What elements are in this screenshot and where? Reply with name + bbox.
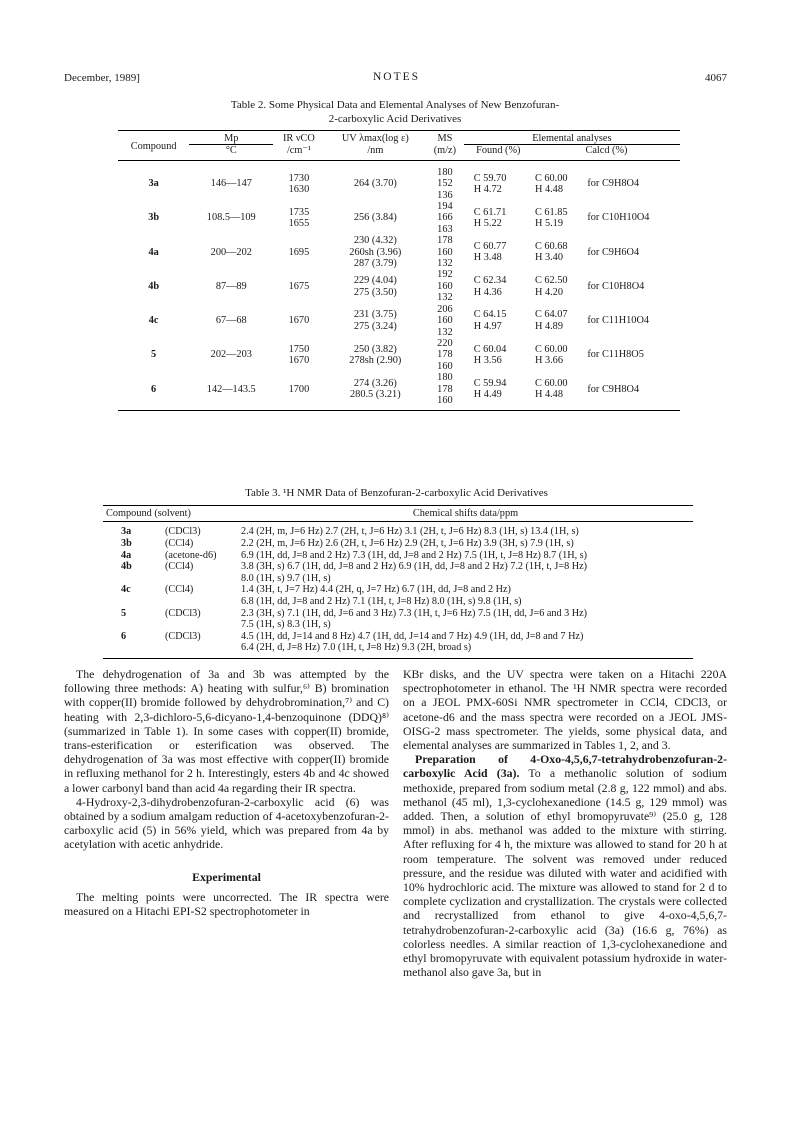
table2-ms-value: 180 [437,166,453,178]
table2-ir-value: 1700 [288,383,310,395]
table3-shift-line: 2.2 (2H, m, J=6 Hz) 2.6 (2H, t, J=6 Hz) 2.9 (2H, t, J=6 Hz) 3.9 (3H, s) 7.9 (1H, s) [241,538,574,549]
table2-uv [325,160,427,201]
table2-calcd-value: H 4.48 [534,183,563,195]
table2-calcd-value: H 3.66 [534,355,563,367]
paragraph-instruments: KBr disks, and the UV spectra were taken on a Hitachi 220A spectrophotometer in ethanol. The ¹H NMR spectra were recorded on a JEOL PMX-60Si NMR spectrometer in CCl4, CDCl3, or acetone-d6 and the mass spectra were recorded on a JEOL JMS-OISG-2 mass spectrometer. The yields, some physical data, and elemental analyses are summarized in Tables 1, 2, and 3. [403,667,727,753]
table2-uv [325,235,427,269]
table2-header-ir-unit: /cm⁻¹ [273,145,324,160]
table2-ir-value: 1630 [288,183,310,195]
table2-mp: 108.5—109 [206,212,256,224]
table2-ms-value: 132 [437,258,453,270]
table2-formula: for C11H8O5 [587,349,644,361]
table2-uv [325,338,427,372]
table2-calcd [533,201,585,235]
table3-shifts [238,538,693,550]
table2-found [464,269,533,303]
table3-shift-line: 7.5 (1H, s) 8.3 (1H, s) [241,619,331,631]
table2-found [464,372,533,411]
table3-compound: 4a [121,549,132,561]
table2-mp: 202—203 [210,349,252,361]
table2-formula: for C9H8O4 [587,178,640,190]
running-header-date: December, 1989] [64,72,140,84]
table2-compound: 4a [148,246,159,258]
page-number: 4067 [705,72,727,84]
table2-found-value: C 61.71 [473,206,507,218]
table2-calcd-value: C 64.07 [534,309,568,321]
table2-header-ir: IR νCO [273,131,324,145]
table2-ms-value: 160 [437,394,453,406]
table2-row [118,269,680,303]
body-column-right [403,667,727,979]
table2-ms-value: 178 [437,383,453,395]
table2-header-mp-unit: °C [189,145,273,160]
table2-row [118,160,680,201]
table3-shift-line: 2.3 (3H, s) 7.1 (1H, dd, J=6 and 3 Hz) 7.3 (1H, t, J=6 Hz) 7.5 (1H, dd, J=6 and 3 Hz) [241,607,588,619]
table3-shifts [238,608,693,631]
table2-calcd [533,160,585,201]
table3-row [103,522,693,538]
table2-compound: 6 [118,372,189,411]
table2-formula: for C10H8O4 [587,280,645,292]
table2-found-value: H 5.22 [473,218,502,230]
table2-ms-value: 160 [437,246,453,258]
table2-found-value: C 60.77 [473,240,507,252]
table2-calcd [533,235,585,269]
table2 [118,130,680,411]
table2-ms-value: 160 [437,280,453,292]
table3-shift-line: 4.5 (1H, dd, J=14 and 8 Hz) 4.7 (1H, dd, J=14 and 7 Hz) 4.9 (1H, dd, J=8 and 7 Hz) [241,630,584,642]
experimental-heading: Experimental [192,869,261,884]
table2-calcd-value: C 60.00 [534,377,568,389]
table2-found-value: C 59.70 [473,172,507,184]
table2-ms-value: 206 [437,303,453,315]
table2-calcd-value: C 60.68 [534,240,568,252]
table2-uv-value: 275 (3.24) [353,320,397,332]
table2-uv-value: 280.5 (3.21) [350,389,401,401]
table2-uv-value: 229 (4.04) [353,275,397,287]
table2-uv [325,269,427,303]
table2-ms-value: 180 [437,372,453,384]
table2-ms [426,201,464,235]
table2-ir-value: 1670 [288,355,310,367]
table2-ir [273,160,324,201]
table2-header-mp: Mp [189,131,273,145]
table2-ir [273,269,324,303]
table3-compound: 3a [121,526,132,538]
table2-uv-value: 274 (3.26) [353,377,397,389]
table2-ms-value: 136 [437,189,453,201]
table2-found-value: H 3.56 [473,355,502,367]
table2-ms-value: 220 [437,337,453,349]
table2-found-value: H 4.72 [473,183,502,195]
table2-calcd-value: C 62.50 [534,275,568,287]
table3-shifts [238,522,693,538]
table2-formula: for C11H10O4 [587,315,650,327]
table2-found [464,338,533,372]
table3-solvent: (CDCl3) [165,526,201,538]
table2-ms-value: 192 [437,269,453,281]
table2-calcd-value: H 5.19 [534,218,563,230]
table2-uv-value: 287 (3.79) [353,258,397,270]
table2-compound: 3a [148,178,159,190]
table3-compound: 4b [121,561,132,573]
table2-uv [325,372,427,411]
table2-header-compound: Compound [118,131,189,161]
table2-ms [426,338,464,372]
table2-found-value: C 59.94 [473,377,507,389]
table3-shifts [238,561,693,584]
table2-uv-value: 264 (3.70) [353,178,397,190]
table3-compound: 6 [103,631,162,659]
table2-calcd-value: H 3.40 [534,252,563,264]
table2-ir [273,372,324,411]
table2-uv-value: 250 (3.82) [353,343,397,355]
table2-calcd [533,338,585,372]
table2-found-value: H 4.36 [473,286,502,298]
table2-caption [150,98,640,126]
table2-uv-value: 230 (4.32) [353,235,397,247]
table2-ir-value: 1675 [288,280,310,292]
table2-uv-value: 278sh (2.90) [349,355,402,367]
table2-mp: 87—89 [215,280,247,292]
paragraph-dehydrogenation: The dehydrogenation of 3a and 3b was attempted by the following three methods: A) heating with sulfur,⁶⁾ B) bromination with copper(II) bromide followed by dehydrobromination,⁷⁾ and C) heating with 2,3-dichloro-5,6-dicyano-1,4-benzoquinone (DDQ)⁸⁾ (summarized in Table 1). In some cases with copper(II) bromide, trans-esterification or esterification was observed. The dehydrogenation of 3a was most effective with copper(II) bromide in refluxing methanol for 2 h. Interestingly, esters 4b and 4c showed a lower carbonyl band than acid 4a regarding their IR spectra. [64,667,389,795]
table2-ir-value: 1735 [288,206,310,218]
table2-calcd-value: C 61.85 [534,206,568,218]
table2-row [118,201,680,235]
table2-calcd-value: H 4.48 [534,389,563,401]
table2-ms [426,160,464,201]
table2-formula: for C9H6O4 [587,246,640,258]
body-column-left [64,667,389,918]
table3-compound: 4c [121,584,131,596]
table2-formula: for C9H8O4 [585,372,680,411]
table3-row [103,584,693,607]
table2-found [464,201,533,235]
table2-ir-value: 1695 [288,246,310,258]
table3-header-shifts: Chemical shifts data/ppm [238,506,693,522]
table2-header-calcd: Calcd (%) [533,145,680,160]
table3-shift-line: 8.0 (1H, s) 9.7 (1H, s) [241,572,331,584]
table2-mp: 67—68 [215,315,247,327]
table2-calcd [533,372,585,411]
table2-row [118,304,680,338]
table2-ms-value: 132 [437,292,453,304]
table2-ms-value: 194 [437,201,453,213]
paragraph-experimental-intro: The melting points were uncorrected. The IR spectra were measured on a Hitachi EPI-S2 spectrophotometer in [64,889,389,919]
table3-shift-line: 2.4 (2H, m, J=6 Hz) 2.7 (2H, t, J=6 Hz) 3.1 (2H, t, J=6 Hz) 8.3 (1H, s) 13.4 (1H, s) [241,526,579,538]
table2-uv-value: 231 (3.75) [353,309,397,321]
table2-ms [426,372,464,411]
table2-ir-value: 1655 [288,218,310,230]
table2-calcd-value: C 60.00 [534,172,568,184]
table2-uv [325,304,427,338]
paragraph-hydroxy-acid: 4-Hydroxy-2,3-dihydrobenzofuran-2-carboxylic acid (6) was obtained by a sodium amalgam reduction of 4-acetoxybenzofuran-2-carboxylic acid (5) in 56% yield, which was prepared from 4a by acetylation with acetic anhydride. [64,794,389,852]
table2-uv [325,201,427,235]
table2-ir-value: 1670 [288,315,310,327]
table3-row [103,538,693,550]
table3-shift-line: 6.8 (1H, dd, J=8 and 2 Hz) 7.1 (1H, t, J=8 Hz) 8.0 (1H, s) 9.8 (1H, s) [241,595,522,607]
table2-caption-line1: Table 2. Some Physical Data and Elemental Analyses of New Benzofuran- [230,99,560,111]
table2-found-value: H 4.97 [473,320,502,332]
table2-row [118,235,680,269]
table2-ir-value: 1730 [288,172,310,184]
table2-ms-value: 160 [437,360,453,372]
table2-ms-value: 178 [437,349,453,361]
table2-header-ms: MS [426,131,464,145]
table3-solvent: (CDCl3) [165,607,201,619]
table3-shift-line: 6.9 (1H, dd, J=8 and 2 Hz) 7.3 (1H, dd, J=8 and 2 Hz) 7.5 (1H, t, J=8 Hz) 8.7 (1H, s) [241,549,588,561]
running-header-section: NOTES [372,71,421,83]
table2-ms-value: 152 [437,178,453,190]
table3-caption: Table 3. ¹H NMR Data of Benzofuran-2-carboxylic Acid Derivatives [245,487,548,499]
table2-uv-value: 256 (3.84) [353,212,397,224]
table2-row [118,338,680,372]
table2-compound: 5 [151,349,157,361]
table2-header-elemental: Elemental analyses [464,131,680,145]
table2-calcd-value: C 60.00 [534,343,568,355]
table2-uv-value: 260sh (3.96) [349,246,402,258]
table2-compound: 4b [148,280,160,292]
table3-header-compound: Compound (solvent) [103,506,238,522]
table2-ir [273,338,324,372]
table3-row [103,631,693,659]
table3-row [103,550,693,562]
table2-found-value: C 60.04 [473,343,507,355]
table2-calcd [533,269,585,303]
table2-header-uv: UV λmax(log ε) [325,131,427,145]
table2-row [118,372,680,411]
table2-found [464,160,533,201]
table3 [103,505,693,659]
table2-ms [426,269,464,303]
table2-mp: 200—202 [210,246,252,258]
table2-caption-line2: 2-carboxylic Acid Derivatives [328,113,462,125]
table2-ir-value: 1750 [288,343,310,355]
preparation-body: To a methanolic solution of sodium methoxide, prepared from sodium metal (2.8 g, 122 mmol) and abs. methanol (45 ml), 1,3-cyclohexanedione (14.5 g, 129 mmol) was added. Then, a solution of ethyl bromopyruvate⁹⁾ (25.0 g, 128 mmol) in abs. methanol was added to the mixture with stirring. After refluxing for 4 h, the mixture was allowed to stand for 20 h at room temperature. The solvent was removed under reduced pressure, and the residue was diluted with water and acidified with 10% hydrochloric acid. The mixture was allowed to stand for 2 d to complete cyclization and crystallization. The crystals were collected and recrystallized from ethanol to give 4-oxo-4,5,6,7-tetrahydrobenzofuran-2-carboxylic acid (3a) (16.6 g, 76%) as colorless needles. A similar reaction of 1,3-cyclohexanedione and ethyl bromopyruvate with equivalent potassium hydroxide in water-methanol also gave 3a, but in [403,766,727,980]
table2-formula: for C10H10O4 [587,212,650,224]
table2-ms-value: 178 [437,235,453,247]
table2-calcd-value: H 4.89 [534,320,563,332]
table2-ms-value: 166 [437,212,453,224]
table2-ir [273,304,324,338]
table3-solvent: (CCl4) [165,584,194,596]
table2-found [464,235,533,269]
table2-ms-value: 163 [437,223,453,235]
table2-mp: 142—143.5 [189,372,273,411]
table2-ms-value: 132 [437,326,453,338]
table3-shifts [238,550,693,562]
table3-solvent: (CCl4) [165,538,194,549]
table3-shifts [238,584,693,607]
table2-found-value: C 62.34 [473,275,507,287]
table2-found-value: C 64.15 [473,309,507,321]
table2-ms [426,235,464,269]
table2-mp: 146—147 [210,178,252,190]
table2-calcd-value: H 4.20 [534,286,563,298]
table2-uv-value: 275 (3.50) [353,286,397,298]
table2-found-value: H 3.48 [473,252,502,264]
table3-compound: 3b [121,538,132,549]
table2-found-value: H 4.49 [473,389,502,401]
table3-row [103,561,693,584]
table2-ir [273,201,324,235]
table3-solvent: (acetone-d6) [165,549,217,561]
table2-compound: 4c [148,315,159,327]
table2-ir [273,235,324,269]
table3-row [103,608,693,631]
table2-found [464,304,533,338]
table2-calcd [533,304,585,338]
table2-ms-value: 160 [437,315,453,327]
preparation-title: Preparation of 4-Oxo-4,5,6,7-tetrahydrobenzofuran-2-carboxylic Acid (3a). [403,752,727,781]
table3-solvent: (CDCl3) [162,631,238,659]
table3-shift-line: 3.8 (3H, s) 6.7 (1H, dd, J=8 and 2 Hz) 6.9 (1H, dd, J=8 and 2 Hz) 7.2 (1H, t, J=8 Hz) [241,561,588,573]
table3-solvent: (CCl4) [165,561,194,573]
table2-header-found: Found (%) [464,145,533,160]
table3-shift-line: 1.4 (3H, t, J=7 Hz) 4.4 (2H, q, J=7 Hz) 6.7 (1H, dd, J=8 and 2 Hz) [241,584,511,596]
table2-header-ms-unit: (m/z) [426,145,464,160]
table2-ms [426,304,464,338]
table2-compound: 3b [148,212,160,224]
table2-header-uv-unit: /nm [325,145,427,160]
table3-shifts [238,631,693,659]
table3-compound: 5 [121,607,127,619]
paragraph-preparation-3a [403,752,727,979]
table3-shift-line: 6.4 (2H, d, J=8 Hz) 7.0 (1H, t, J=8 Hz) 9.3 (2H, broad s) [241,642,472,654]
